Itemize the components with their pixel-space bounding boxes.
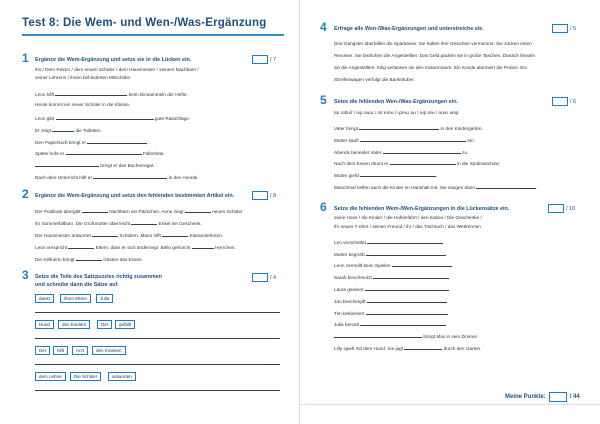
puzzle-chip[interactable]: dem Lehrer [35,372,66,381]
s2-line: Der Hausmeister antwortet Schülern. Mario hilft Klassenlehrerin. [35,233,224,238]
s1-line: bringt er das Bücherregal. [35,161,154,169]
section-1-words: ihn / Dem Rektor / dem neuen Schüler / dem Hausmeister / seinem Nachbarn / [35,67,199,72]
footer-rule [300,404,600,405]
s4-text: Streifenwagen verfolgt die Bankräuber. [334,77,415,82]
total-score-box[interactable] [549,392,567,402]
score-box[interactable] [252,273,268,282]
s5-mirrored-words: ɐp ɹǝʇʇuʎ \ ǝıp ǝuoɹ \ ıǝʇ ɐɹʇǝɹ \ ɥɔɐɯ ɹǝɹ \ ǝıp ɹʇǝɹ \ ǝuǝɹ ɹǝǝp [334,110,459,115]
answer-blank[interactable] [404,344,442,350]
section-2-score: / 8 [252,191,276,200]
answer-blank[interactable] [334,332,422,338]
answer-blank[interactable] [383,148,461,154]
puzzle-chip[interactable]: ihren Eltern [60,294,91,303]
s6-line: Julia bemalt [334,320,446,328]
section-6-number: 6 [320,200,327,214]
section-6-instruction: Setze die fehlenden Wem-/Wen-Ergänzungen in die Lückensätze ein. [334,206,510,212]
s6-line: Leon zermüllt beim Spielen [334,261,452,269]
s6-line: Lilly spielt mit dem Hund. Sie jagt durch den Garten. [334,346,482,351]
total-points: Meine Punkte: / 44 [505,394,580,400]
page-title: Test 8: Die Wem- und Wen-/Was-Ergänzung [22,17,267,29]
answer-blank[interactable] [185,207,211,213]
s1-line: Den Papierkorb bringt er . [35,140,149,145]
answer-line[interactable] [35,390,280,391]
puzzle-chip[interactable]: dankt [35,294,54,303]
s1-line: Später leiht er Füllertinte. [35,151,165,156]
section-1-number: 1 [22,51,29,65]
answer-blank[interactable] [52,126,74,132]
section-6-score: / 10 [548,204,575,213]
s6-line: bringt Max in sein Zimmer. [334,332,478,340]
s1-line: Leon gibt gute Ratschläge. [35,116,191,121]
answer-line[interactable] [35,338,280,339]
s2-line: Die Kellnerin bringt Gästen das Essen. [35,257,143,262]
puzzle-chip[interactable]: Julia [96,294,113,303]
s4-text: Revolver. Sie bedrohen die Angestellten. Das Geld packen sie in große Taschen. Danach fesseln [334,53,536,58]
answer-blank[interactable] [360,136,466,142]
answer-blank[interactable] [476,183,536,189]
s2-line: Leon verspricht Eltern, dass er sich ändernegt. Bello gehorcht Herrchen. [35,245,236,250]
s1-line: Er zeigt die Toiletten. [35,128,102,133]
section-4-score: / 5 [552,24,576,33]
section-5-score: / 6 [552,97,576,106]
answer-blank[interactable] [366,309,448,315]
answer-blank[interactable] [87,138,147,144]
title-rule [22,34,284,36]
s5-line: Vater bringt in den Kindergarten. [334,126,483,131]
s5-line: Nach dem Essen räumt er in die Spülmaschine. [334,161,501,166]
answer-blank[interactable] [360,171,436,177]
s6-line: Sarah beschmutzt [334,273,449,281]
puzzle-chip[interactable]: den Kranken [92,346,126,355]
answer-blank[interactable] [131,219,157,225]
section-3-instruction: Setze die Teile des Satzpuzzles richtig zusammen [35,274,162,280]
score-box[interactable] [548,204,564,213]
answer-blank[interactable] [360,320,446,326]
s1-line: Leon hilft beim Einsammeln der Hefte. [35,92,188,97]
s6-line: Leo verschüttet [334,238,443,246]
score-box[interactable] [252,191,268,200]
s4-text: sie die Angestellten. Eilig verlassen sie den Kassenraum. Ein Kunde alarmiert die Polizei. Ein [334,65,528,70]
s1-line: Heute kommt ein neuer Schüler in die Klasse. [35,102,131,107]
answer-blank[interactable] [56,114,154,120]
puzzle-chip[interactable]: Der [35,346,50,355]
answer-blank[interactable] [93,173,167,179]
s6-words: ihr neues T-Shirt / seinen Freund / ihr / das Tischtuch / das Wettrennen [334,224,481,229]
puzzle-chip[interactable]: gefällt [115,320,135,329]
section-1-words: seiner Lehrerin / ihnen behinderten Mitschüler [35,75,131,80]
score-box[interactable] [252,55,268,64]
answer-blank[interactable] [367,238,443,244]
answer-blank[interactable] [390,159,456,165]
answer-blank[interactable] [35,161,99,167]
answer-blank[interactable] [55,90,127,96]
puzzle-chip[interactable]: hilft [53,346,68,355]
s2-line: Der Postbote übergibt Nachbarn ein Päckchen. Anne zeigt neuen Schüler [35,209,243,214]
section-4-number: 4 [320,20,327,34]
section-4-instruction: Erfrage alle Wen-/Was-Ergänzungen und unterstreiche sie. [334,26,484,32]
answer-blank[interactable] [365,285,449,291]
right-page [300,0,599,424]
answer-blank[interactable] [192,243,214,249]
answer-blank[interactable] [92,231,118,237]
answer-blank[interactable] [68,243,94,249]
s6-words: seine Hose / die Kinder / die Hofeinfahrt / den Kakao / Die Geschenke / [334,215,482,220]
left-page [0,0,299,424]
answer-blank[interactable] [82,207,108,213]
puzzle-chip[interactable]: Arzt [72,346,88,355]
section-5-instruction: Setze die fehlenden Wen-/Was-Ergänzungen ein. [334,99,458,105]
s6-line: Jan beschimpft [334,297,447,305]
answer-line[interactable] [35,312,280,313]
answer-blank[interactable] [367,297,447,303]
section-2-instruction: Ergänze die Wem-Ergänzung und setze den fehlenden bestimmten Artikel ein. [35,193,235,199]
s4-text: Drei Gangster überfallen die Sparkasse. Sie halten ihre Gesichter vermummt. Sie zücken einen [334,41,532,46]
section-1-instruction: Ergänze die Wem-Ergänzung und setze sie in die Lücken ein. [35,57,192,63]
score-box[interactable] [552,97,568,106]
answer-blank[interactable] [373,273,449,279]
answer-blank[interactable] [76,255,102,261]
answer-blank[interactable] [366,250,446,256]
answer-blank[interactable] [392,261,452,267]
answer-line[interactable] [35,364,280,365]
puzzle-chip[interactable]: Hund [35,320,54,329]
s5-line: Abends beneidet Vater zu. [334,150,469,155]
puzzle-chip[interactable]: Die Schüler [70,372,101,381]
puzzle-chip[interactable]: antworten [108,372,136,381]
s6-line: Tim bekleckert [334,309,448,317]
s5-line: Manchmal helfen auch die Kinder im Haushalt mit. Sie saugen dann . [334,185,538,190]
answer-blank[interactable] [66,149,142,155]
puzzle-chip[interactable]: Der [97,320,112,329]
section-2-number: 2 [22,187,29,201]
section-5-number: 5 [320,93,327,107]
answer-blank[interactable] [359,124,439,130]
score-box[interactable] [552,24,568,33]
section-3-score: / 4 [252,273,276,282]
s5-line: Mutter gießt . [334,173,438,178]
section-1-score: / 7 [252,55,276,64]
answer-blank[interactable] [162,231,188,237]
s5-line: Mutter kauft ein. [334,138,475,143]
s1-line: Nach dem Unterricht hilft er in den Anorak. [35,175,199,180]
s6-line: Mutter begrüßt [334,250,446,258]
section-3-instruction: und schreibe dann die Sätze auf. [35,282,119,288]
section-3-number: 3 [22,268,29,282]
puzzle-chip[interactable]: den Kindern [58,320,90,329]
s2-line: ihr Sommerbilbum. Die Großmutter überreicht Enkel ein Geschenk. [35,221,202,226]
s6-line: Laura gewinnt [334,285,449,293]
